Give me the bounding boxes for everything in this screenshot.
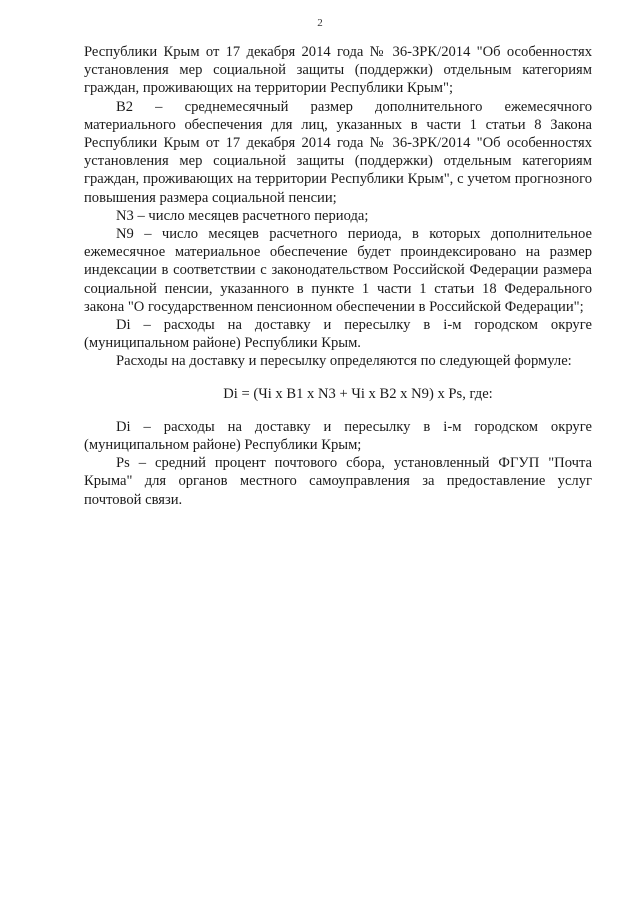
paragraph-n3-definition: N3 – число месяцев расчетного периода; [116, 207, 369, 224]
page-number: 2 [317, 17, 323, 29]
paragraph-b2-definition: В2 – среднемесячный размер дополнительного ежемесячного материального обеспечения для лиц, указанных в части 1 статьи 8 Закона Республики Крым от 17 декабря 2014 года № 36-ЗРК/2014 "Об особенностях установления мер социальной защиты (поддержки) отдельным категориям граждан, проживающих на территории Республики Крым", с учетом прогнозного повышения размера социальной пенсии; [84, 98, 592, 206]
definition-ps: Ps – средний процент почтового сбора, установленный ФГУП "Почта Крыма" для органов местного самоуправления за предоставление услуг почтовой связи. [84, 455, 592, 508]
document-body [84, 43, 592, 509]
paragraph-law-reference: Республики Крым от 17 декабря 2014 года № 36-ЗРК/2014 "Об особенностях установления мер социальной защиты (поддержки) отдельным категориям граждан, проживающих на территории Республики Крым"; [84, 44, 592, 97]
paragraph-di-definition: Di – расходы на доставку и пересылку в i-м городском округе (муниципальном районе) Республики Крым. [84, 317, 592, 352]
definition-di: Di – расходы на доставку и пересылку в i-м городском округе (муниципальном районе) Республики Крым; [84, 418, 592, 454]
paragraph-n9-definition: N9 – число месяцев расчетного периода, в которых дополнительное ежемесячное материальное обеспечение будет проиндексировано на размер индексации в соответствии с законодательством Российской Федерации размера социальной пенсии, указанного в пункте 1 части 1 статьи 18 Федерального закона "О государственном пенсионном обеспечении в Российской Федерации"; [84, 226, 592, 315]
paragraph-formula-intro: Расходы на доставку и пересылку определяются по следующей формуле: [116, 353, 572, 370]
formula: Di = (Чi х В1 х N3 + Чi х В2 х N9) х Ps, где: [223, 385, 493, 402]
